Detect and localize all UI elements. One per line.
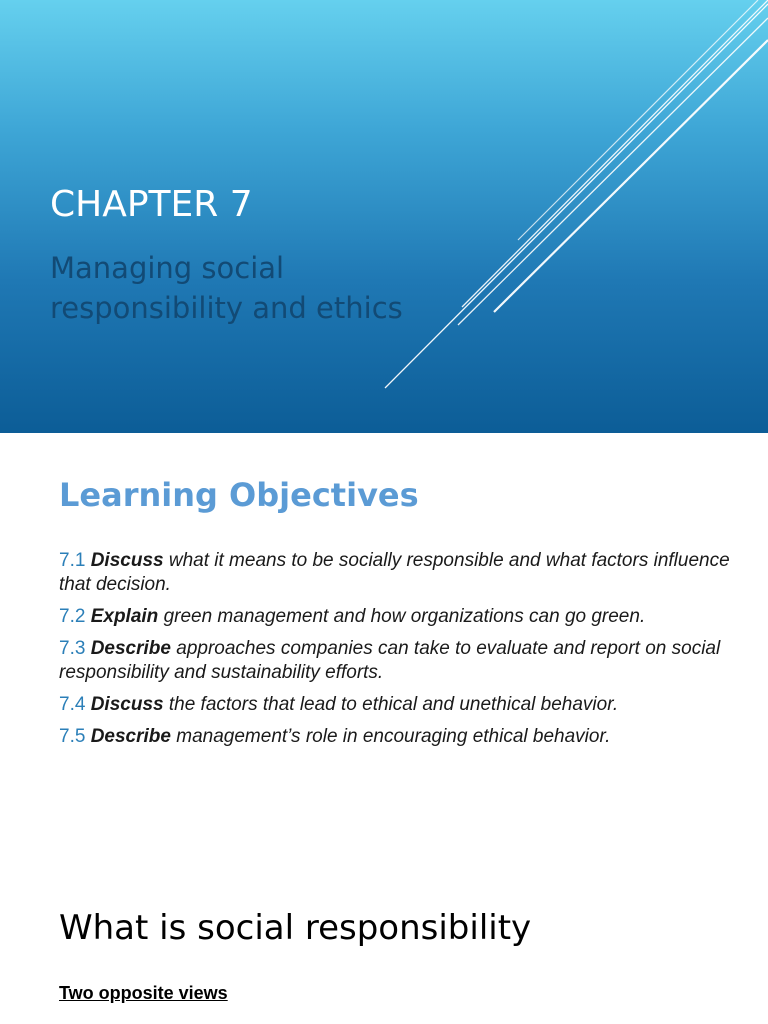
chapter-subtitle: Managing social responsibility and ethics	[50, 251, 403, 325]
objective-item	[59, 605, 739, 629]
objective-text: management’s role in encouraging ethical behavior.	[176, 726, 611, 747]
objective-number: 7.2	[59, 606, 86, 627]
objective-verb: Explain	[90, 606, 159, 627]
objective-item	[59, 637, 739, 685]
objective-number: 7.1	[59, 550, 86, 571]
objective-verb: Discuss	[90, 550, 164, 571]
objective-text: approaches companies can take to evaluate and report on social responsibility and sustainability efforts.	[59, 638, 721, 683]
objective-verb: Describe	[90, 726, 171, 747]
objective-item	[59, 693, 739, 717]
objective-text: what it means to be socially responsible and what factors influence that decision.	[59, 550, 730, 595]
title-slide	[0, 0, 768, 433]
objective-number: 7.5	[59, 726, 86, 747]
objective-item	[59, 725, 739, 749]
objective-number: 7.4	[59, 694, 86, 715]
objective-verb: Discuss	[90, 694, 164, 715]
objectives-list	[59, 549, 739, 757]
objective-number: 7.3	[59, 638, 86, 659]
objectives-title: Learning Objectives	[59, 476, 419, 514]
section-title: What is social responsibility	[59, 908, 532, 948]
objective-item	[59, 549, 739, 597]
objective-text: green management and how organizations can go green.	[163, 606, 646, 627]
objective-text: the factors that lead to ethical and unethical behavior.	[168, 694, 619, 715]
section-subheading: Two opposite views	[59, 983, 228, 1003]
chapter-title: CHAPTER 7	[50, 184, 253, 225]
objective-verb: Describe	[90, 638, 171, 659]
